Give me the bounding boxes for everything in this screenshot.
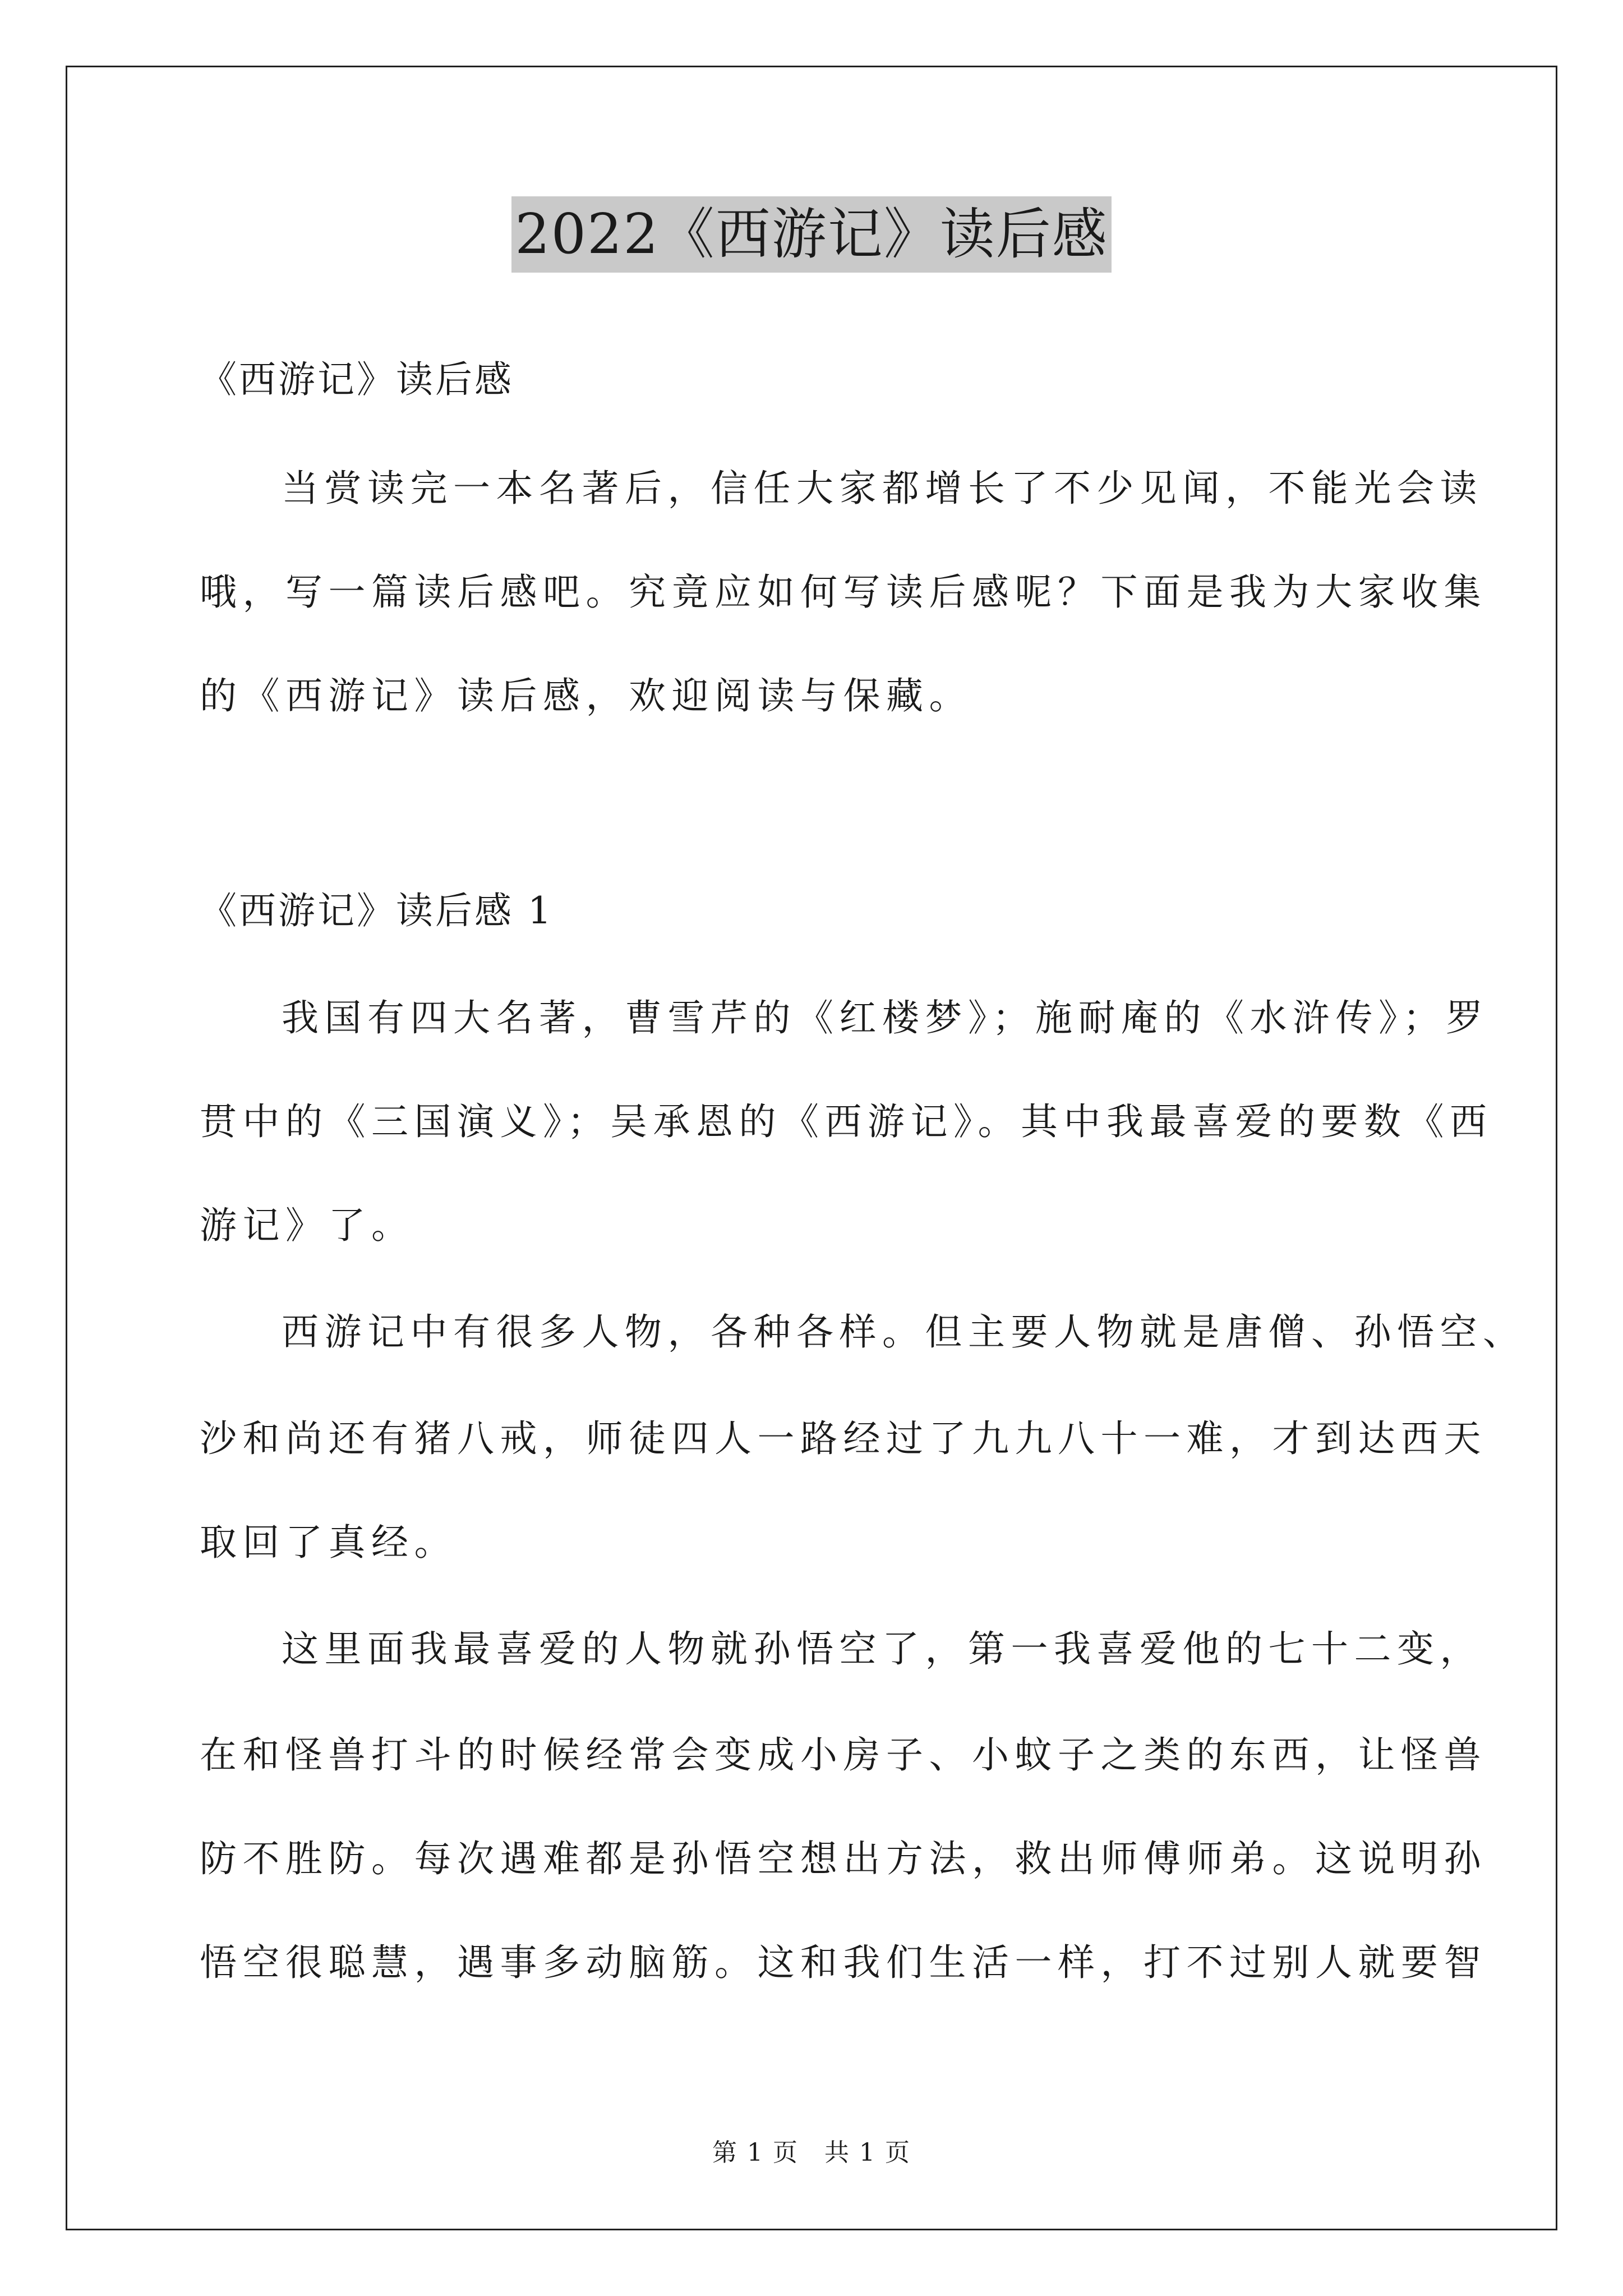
- paragraph-line: 我国有四大名著，曹雪芹的《红楼梦》；施耐庵的《水浒传》；罗: [282, 996, 1489, 1039]
- paragraph-line: 西游记中有很多人物，各种各样。但主要人物就是唐僧、孙悟空、: [282, 1310, 1526, 1354]
- paragraph-line: 在和怪兽打斗的时候经常会变成小房子、小蚊子之类的东西，让怪兽: [200, 1733, 1487, 1777]
- paragraph-line: 的《西游记》读后感，欢迎阅读与保藏。: [200, 674, 972, 717]
- paragraph-line: 哦，写一篇读后感吧。究竟应如何写读后感呢？下面是我为大家收集: [200, 570, 1487, 614]
- document-title: 2022《西游记》读后感: [511, 196, 1111, 273]
- intro-heading: 《西游记》读后感: [200, 358, 514, 401]
- paragraph-line: 悟空很聪慧，遇事多动脑筋。这和我们生活一样，打不过别人就要智: [200, 1941, 1487, 1984]
- paragraph-line: 取回了真经。: [200, 1521, 457, 1564]
- paragraph-line: 这里面我最喜爱的人物就孙悟空了，第一我喜爱他的七十二变，: [282, 1627, 1483, 1671]
- page-footer: 第 1 页 共 1 页: [712, 2138, 911, 2167]
- paragraph-line: 贯中的《三国演义》；吴承恩的《西游记》。其中我最喜爱的要数《西: [200, 1100, 1493, 1143]
- paragraph-line: 当赏读完一本名著后，信任大家都增长了不少见闻，不能光会读: [282, 467, 1483, 510]
- paragraph-line: 防不胜防。每次遇难都是孙悟空想出方法，救出师傅师弟。这说明孙: [200, 1837, 1487, 1880]
- section-heading: 《西游记》读后感 1: [200, 889, 554, 932]
- paragraph-line: 游记》了。: [200, 1204, 414, 1247]
- paragraph-line: 沙和尚还有猪八戒，师徒四人一路经过了九九八十一难，才到达西天: [200, 1417, 1487, 1460]
- title-container: [0, 196, 1623, 273]
